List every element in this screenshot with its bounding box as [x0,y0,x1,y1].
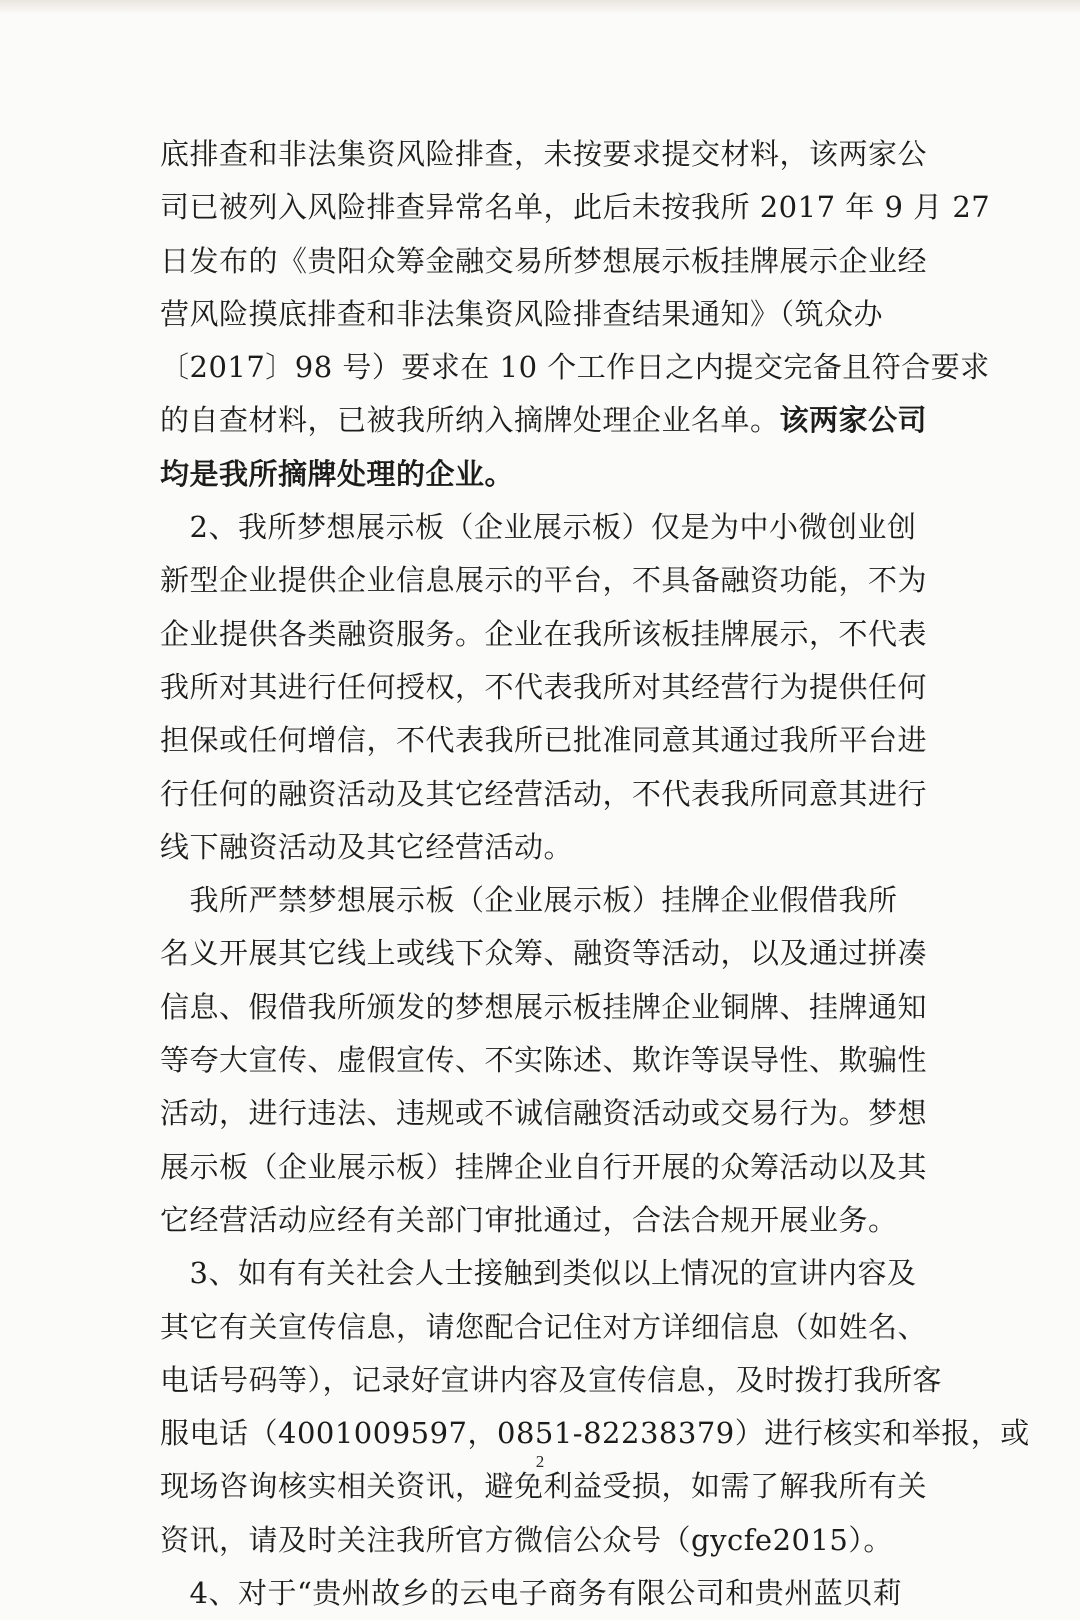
text-line [160,394,928,447]
text-line [160,128,928,181]
text-line [160,981,928,1034]
line-text: 的自查材料，已被我所纳入摘牌处理企业名单。 [160,403,780,438]
text-line [160,1141,928,1194]
text-line [160,1087,928,1140]
text-line [160,1247,920,1300]
line-text: 服电话（4001009597，0851-82238379）进行核实和举报，或 [160,1416,1030,1451]
line-text: 司已被列入风险排查异常名单，此后未按我所 2017 年 9 月 27 [160,190,991,225]
line-text: 它经营活动应经有关部门审批通过，合法合规开展业务。 [160,1202,898,1237]
line-text: 展示板（企业展示板）挂牌企业自行开展的众筹活动以及其 [160,1149,928,1184]
text-line [160,714,928,767]
text-line [160,1194,920,1247]
line-text: 企业提供各类融资服务。企业在我所该板挂牌展示，不代表 [160,616,928,651]
line-text: 担保或任何增信，不代表我所已批准同意其通过我所平台进 [160,723,928,758]
page-number: 2 [535,1452,545,1471]
line-text: 〔2017〕98 号）要求在 10 个工作日之内提交完备且符合要求 [160,350,990,385]
line-text: 其它有关宣传信息，请您配合记住对方详细信息（如姓名、 [160,1309,928,1344]
text-line [160,181,991,234]
line-text: 底排查和非法集资风险排查，未按要求提交材料，该两家公 [160,137,928,171]
line-text: 名义开展其它线上或线下众筹、融资等活动，以及通过拼凑 [160,936,928,971]
line-text: 营风险摸底排查和非法集资风险排查结果通知》（筑众办 [160,296,884,331]
line-text: 等夸大宣传、虚假宣传、不实陈述、欺诈等误导性、欺骗性 [160,1043,928,1078]
line-text: 2、我所梦想展示板（企业展示板）仅是为中小微创业创 [160,510,917,545]
text-line [160,448,920,501]
text-line [160,554,928,607]
text-line [160,768,928,821]
line-text: 3、如有有关社会人士接触到类似以上情况的宣讲内容及 [160,1256,917,1291]
line-text: 4、对于“贵州故乡的云电子商务有限公司和贵州蓝贝莉 [160,1576,903,1611]
text-line [160,874,920,927]
line-text: 新型企业提供企业信息展示的平台，不具备融资功能，不为 [160,563,928,598]
text-line [160,235,928,288]
line-text: 我所严禁梦想展示板（企业展示板）挂牌企业假借我所 [160,883,898,918]
line-text: 资讯，请及时关注我所官方微信公众号（gycfe2015）。 [160,1522,893,1557]
text-line [160,341,990,394]
text-line [160,821,920,874]
text-line [160,927,928,980]
text-line [160,288,920,341]
line-text: 行任何的融资活动及其它经营活动，不代表我所同意其进行 [160,776,928,811]
line-text: 我所对其进行任何授权，不代表我所对其经营行为提供任何 [160,669,928,704]
line-text: 线下融资活动及其它经营活动。 [160,829,574,864]
text-line [160,501,920,554]
line-text: 电话号码等），记录好宣讲内容及宣传信息，及时拨打我所客 [160,1362,943,1397]
text-line [160,1301,928,1354]
text-line [160,1034,928,1087]
line-text: 活动，进行违法、违规或不诚信融资活动或交易行为。梦想 [160,1096,928,1131]
line-bold-text: 均是我所摘牌处理的企业。 [160,456,515,491]
line-text: 现场咨询核实相关资讯，避免利益受损，如需了解我所有关 [160,1469,928,1504]
line-text: 日发布的《贵阳众筹金融交易所梦想展示板挂牌展示企业经 [160,243,928,278]
text-line [160,661,928,714]
text-line [160,1514,920,1567]
scan-edge-shadow [0,0,1080,14]
text-line [160,1354,943,1407]
text-line [160,608,928,661]
line-bold-text: 该两家公司 [779,403,928,438]
line-text: 信息、假借我所颁发的梦想展示板挂牌企业铜牌、挂牌通知 [160,989,928,1024]
document-body [160,128,1030,1620]
text-line [160,1567,920,1620]
